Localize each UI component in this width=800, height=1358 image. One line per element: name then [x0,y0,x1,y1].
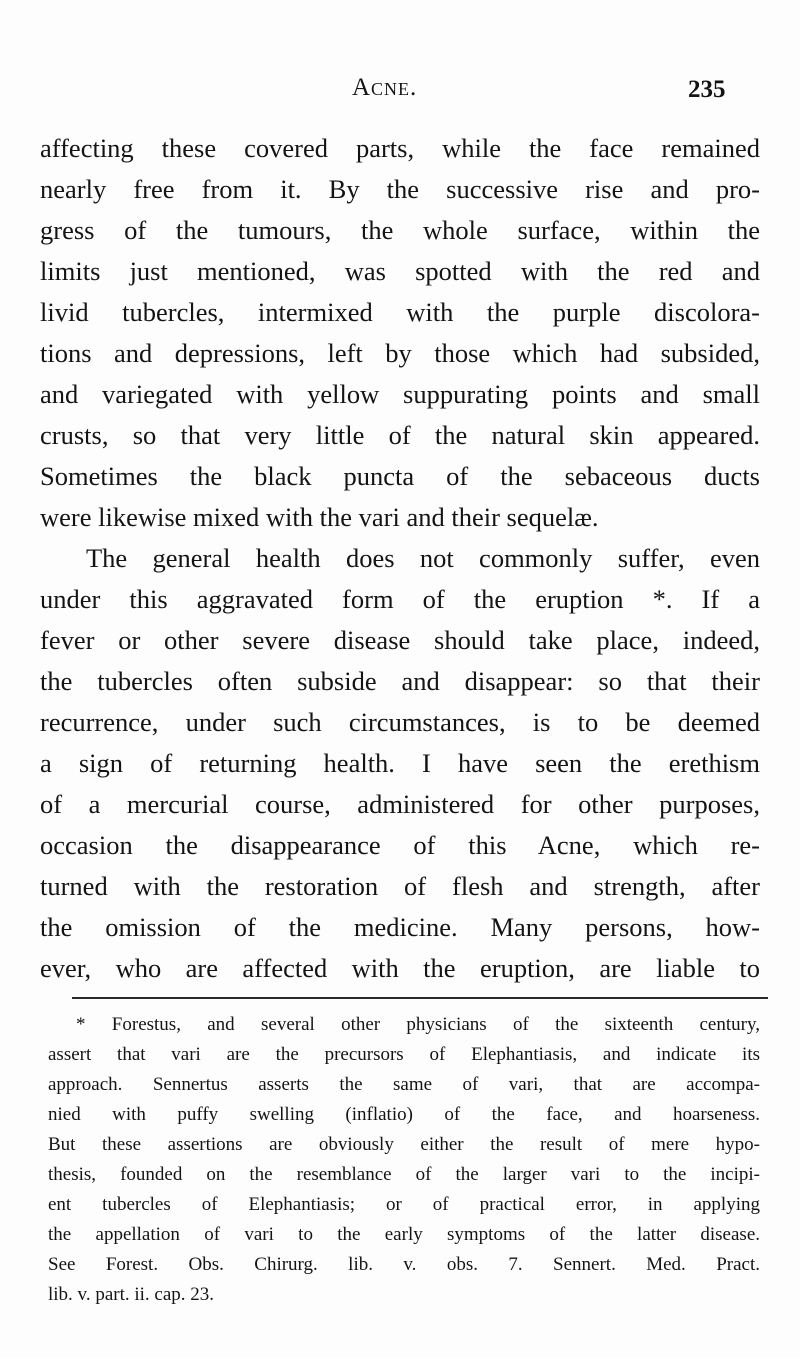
body-line: tions and depressions, left by those which had subsided, [40,338,760,368]
footnote-line: thesis, founded on the resemblance of the larger vari to the incipi- [48,1164,760,1185]
body-line: and variegated with yellow suppurating points and small [40,379,760,409]
body-line: of a mercurial course, administered for other purposes, [40,789,760,819]
body-line: The general health does not commonly suffer, even [86,543,760,573]
body-line: affecting these covered parts, while the face remained [40,133,760,163]
footnote-line: But these assertions are obviously either the result of mere hypo- [48,1134,760,1155]
footnote-line: * Forestus, and several other physicians of the sixteenth century, [76,1014,760,1035]
body-line: occasion the disappearance of this Acne, which re- [40,830,760,860]
running-header [0,68,800,108]
body-line: fever or other severe disease should take place, indeed, [40,625,760,655]
body-line: ever, who are affected with the eruption, are liable to [40,953,760,983]
body-line: the omission of the medicine. Many persons, how- [40,912,760,942]
footnote-line: See Forest. Obs. Chirurg. lib. v. obs. 7. Sennert. Med. Pract. [48,1254,760,1275]
body-text [40,128,760,989]
body-line: the tubercles often subside and disappear: so that their [40,666,760,696]
body-line: a sign of returning health. I have seen the erethism [40,748,760,778]
footnote-line: assert that vari are the precursors of Elephantiasis, and indicate its [48,1044,760,1065]
footnote-line: approach. Sennertus asserts the same of vari, that are accompa- [48,1074,760,1095]
body-line: crusts, so that very little of the natural skin appeared. [40,420,760,450]
body-line: nearly free from it. By the successive rise and pro- [40,174,760,204]
footnote-line: ent tubercles of Elephantiasis; or of practical error, in applying [48,1194,760,1215]
body-line: under this aggravated form of the eruption *. If a [40,584,760,614]
body-line: limits just mentioned, was spotted with the red and [40,256,760,286]
body-line: gress of the tumours, the whole surface, within the [40,215,760,245]
footnote [48,1010,760,1310]
footnote-line: the appellation of vari to the early symptoms of the latter disease. [48,1224,760,1245]
body-line: recurrence, under such circumstances, is to be deemed [40,707,760,737]
body-line: livid tubercles, intermixed with the purple discolora- [40,297,760,327]
footnote-line: lib. v. part. ii. cap. 23. [48,1284,215,1305]
running-title: Acne. [352,74,418,101]
body-line: were likewise mixed with the vari and their sequelæ. [40,502,599,532]
body-line: Sometimes the black puncta of the sebaceous ducts [40,461,760,491]
page-number: 235 [688,76,726,103]
footnote-divider [72,997,768,999]
body-line: turned with the restoration of flesh and strength, after [40,871,760,901]
footnote-line: nied with puffy swelling (inflatio) of the face, and hoarseness. [48,1104,760,1125]
